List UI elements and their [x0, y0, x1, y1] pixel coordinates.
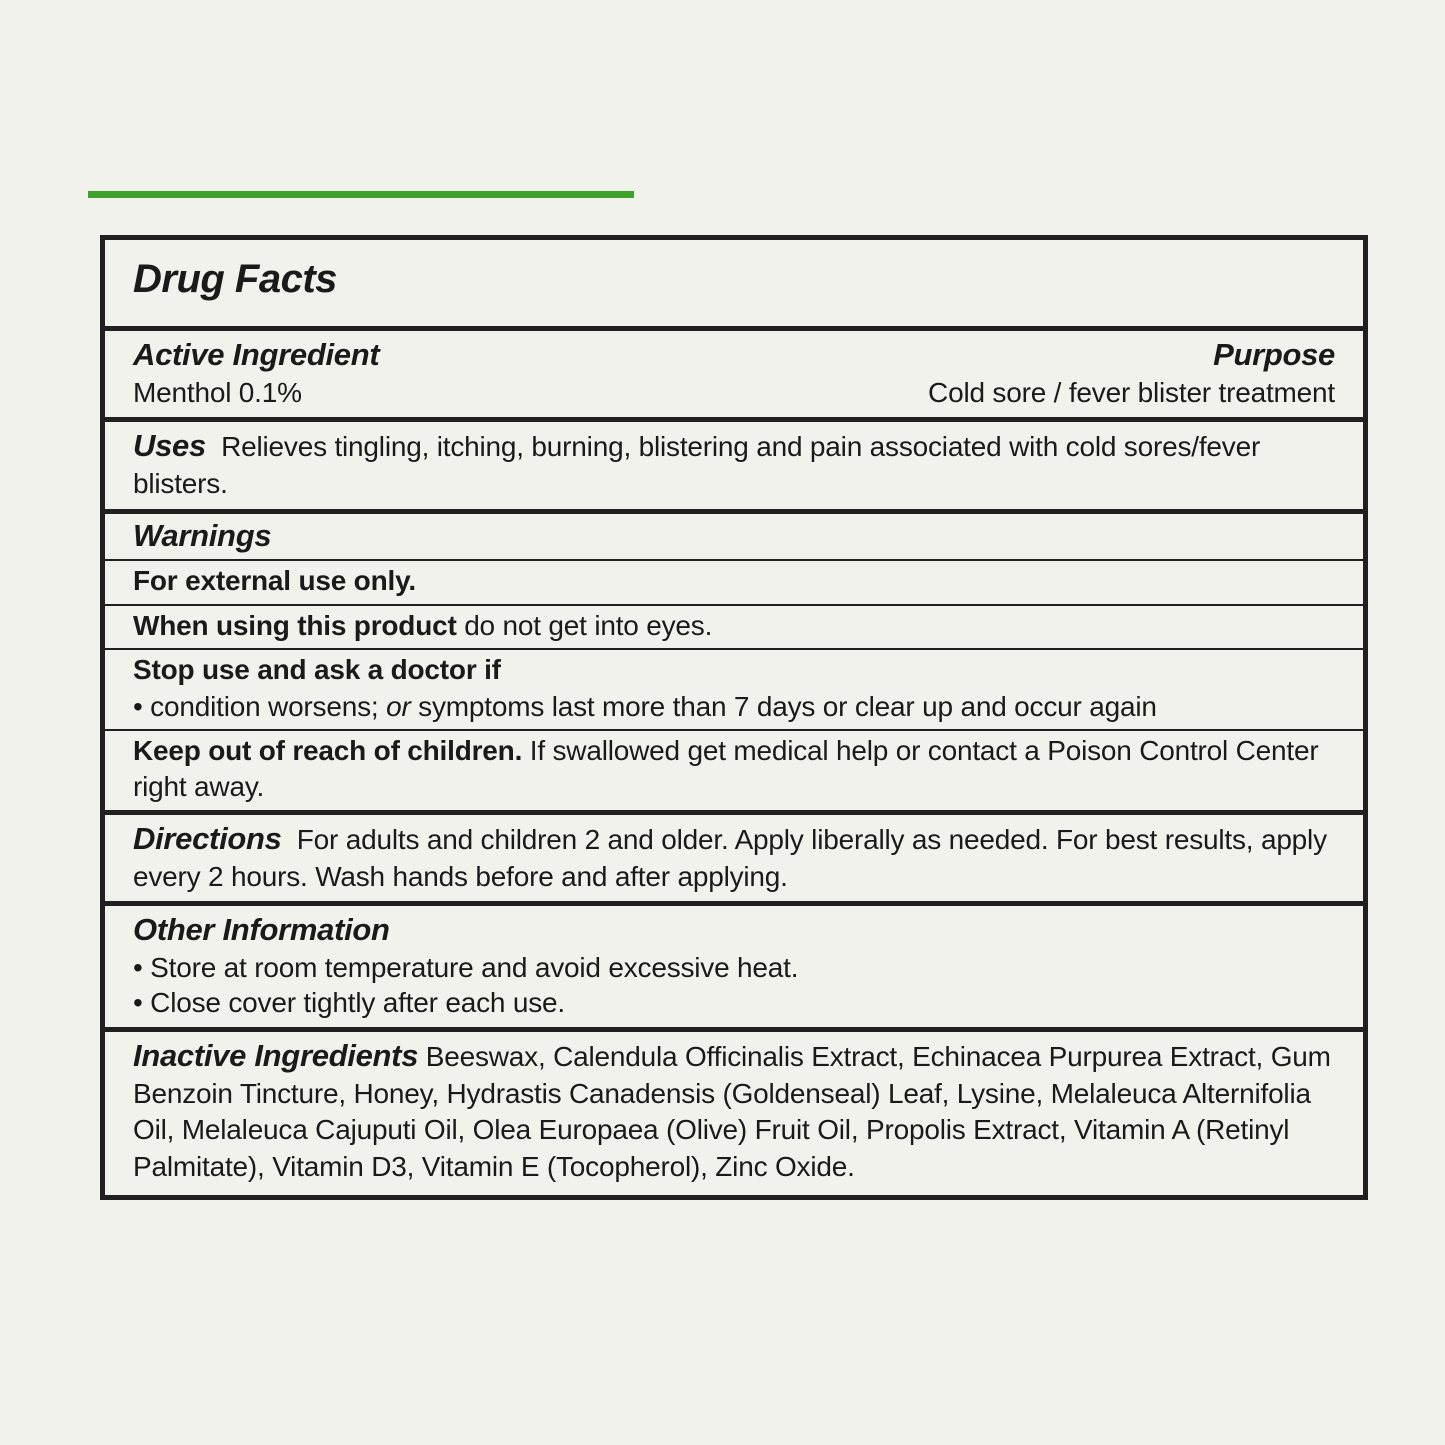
warnings-when-using-row — [105, 604, 1363, 648]
warnings-when-using-paragraph — [133, 608, 1335, 644]
directions-heading: Directions — [133, 820, 282, 856]
warnings-keep-out-label: Keep out of reach of children. — [133, 734, 523, 766]
warnings-heading: Warnings — [133, 517, 272, 553]
inactive-ingredients-text: Beeswax, Calendula Officinalis Extract, Echinacea Purpurea Extract, Gum Benzoin Tincture, Honey, Hydrastis Canadensis (Goldenseal) Leaf, Lysine, Melaleuca Alternifolia Oil, Melaleuca Cajuputi Oil, Olea Europaea (Olive) Fruit Oil, Propolis Extract, Vitamin A (Retinyl Palmitate), Vitamin D3, Vitamin E (Tocopherol), Zinc Oxide. — [133, 1040, 1331, 1182]
other-information-bullet: • Store at room temperature and avoid excessive heat. — [133, 952, 799, 984]
warnings-stop-use-bullet — [133, 689, 1335, 725]
warnings-keep-out-text: If swallowed get medical help or contact a Poison Control Center right away. — [133, 734, 1319, 803]
inactive-ingredients-paragraph — [133, 1036, 1335, 1185]
warnings-external-use-row — [105, 559, 1363, 603]
purpose-value: Cold sore / fever blister treatment — [928, 376, 1335, 408]
warnings-stop-use-bullet-pre: • condition worsens; — [133, 690, 387, 722]
warnings-stop-use-row — [105, 648, 1363, 729]
inactive-ingredients-section — [105, 1027, 1363, 1195]
warnings-keep-out-paragraph — [133, 733, 1335, 806]
drug-facts-title-section — [105, 240, 1363, 326]
uses-text: Relieves tingling, itching, burning, blistering and pain associated with cold sores/fever blisters. — [133, 431, 1261, 500]
other-information-heading: Other Information — [133, 912, 390, 948]
warnings-when-using-text: do not get into eyes. — [464, 609, 713, 641]
active-ingredient-heading: Active Ingredient — [133, 337, 380, 372]
directions-text: For adults and children 2 and older. Apply liberally as needed. For best results, apply every 2 hours. Wash hands before and after applying. — [133, 823, 1327, 893]
active-ingredient-header-row — [133, 335, 1335, 375]
inactive-ingredients-heading: Inactive Ingredients — [133, 1037, 419, 1073]
active-ingredient-value-row — [133, 375, 1335, 411]
warnings-external-use-text: For external use only. — [133, 565, 416, 597]
active-ingredient-section — [105, 326, 1363, 417]
page-title: Drug Facts — [133, 257, 337, 301]
warnings-stop-use-bullet-post: symptoms last more than 7 days or clear up and occur again — [410, 690, 1157, 722]
warnings-stop-use-label: Stop use and ask a doctor if — [133, 654, 501, 686]
warnings-section — [105, 509, 1363, 560]
other-information-section — [105, 901, 1363, 1026]
uses-paragraph — [133, 426, 1335, 503]
directions-paragraph — [133, 819, 1335, 896]
warnings-when-using-label: When using this product — [133, 609, 457, 641]
uses-section — [105, 417, 1363, 509]
warnings-keep-out-row — [105, 729, 1363, 810]
other-information-bullet: • Close cover tightly after each use. — [133, 987, 565, 1019]
accent-rule — [88, 191, 634, 198]
uses-heading: Uses — [133, 428, 206, 464]
drug-facts-panel — [100, 235, 1368, 1200]
active-ingredient-value: Menthol 0.1% — [133, 376, 302, 408]
directions-section — [105, 810, 1363, 902]
warnings-stop-use-bullet-italic: or — [386, 690, 411, 722]
purpose-heading: Purpose — [1213, 337, 1335, 372]
